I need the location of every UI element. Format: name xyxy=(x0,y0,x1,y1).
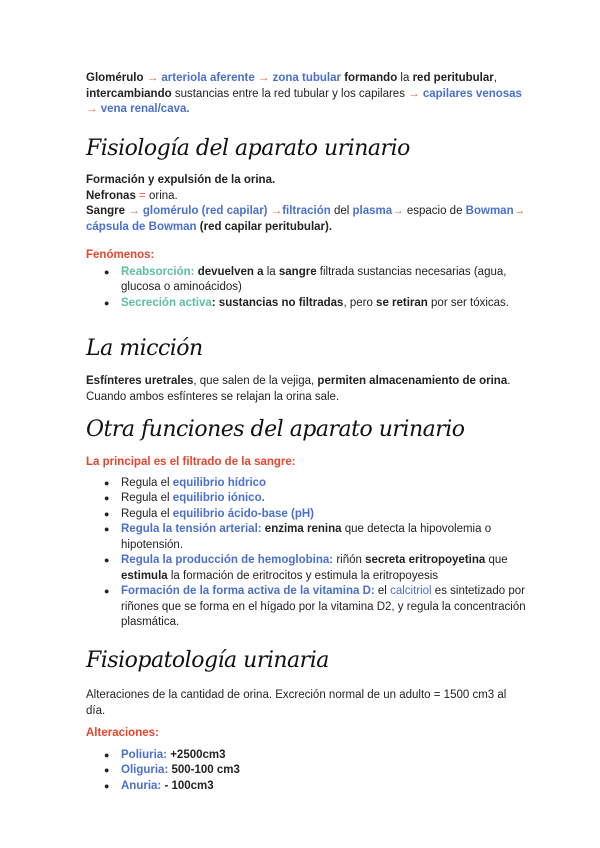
text: que xyxy=(485,554,508,566)
funciones-title: La principal es el filtrado de la sangre: xyxy=(86,456,296,468)
arrow: → xyxy=(86,103,101,115)
text: , pero xyxy=(343,296,377,309)
text: , que salen de la vejiga, xyxy=(193,375,318,387)
fenomenos-section xyxy=(86,248,526,311)
text: enzima renina xyxy=(261,523,342,535)
list-item-acido-base xyxy=(86,507,526,523)
heading-miccion: La micción xyxy=(86,336,203,361)
heading-fisiopatologia: Fisiopatología urinaria xyxy=(86,648,329,673)
term-reabsorcion: Reabsorción: xyxy=(121,265,195,278)
term-oliguria: Oliguria: xyxy=(121,764,169,776)
list-item-vitamina-d xyxy=(86,584,526,631)
text: sangre xyxy=(278,265,317,278)
term-glomerulo: Glomérulo xyxy=(86,72,144,84)
text: la xyxy=(397,72,413,84)
text: Cuando ambos esfínteres se relajan la orina sale. xyxy=(86,390,340,403)
term-esfinteres: Esfínteres uretrales xyxy=(86,375,194,387)
arrow: → xyxy=(267,205,283,217)
text: Alteraciones de la cantidad de orina. Excreción normal de un adulto = 1500 cm3 al día. xyxy=(86,689,507,717)
arrow: → xyxy=(408,87,423,100)
miccion-paragraph xyxy=(86,374,526,405)
text: del xyxy=(330,205,353,217)
text: la xyxy=(263,265,279,278)
term-acido-base: equilibrio ácido-base (pH) xyxy=(172,507,315,520)
term-capilares-venosas: capilares venosas xyxy=(422,87,522,100)
alteraciones-title: Alteraciones: xyxy=(86,727,159,739)
text: se retiran xyxy=(376,296,428,309)
text: Regula el xyxy=(121,507,173,520)
term-zona-tubular: zona tubular xyxy=(272,72,341,84)
heading-otras-funciones: Otra funciones del aparato urinario xyxy=(86,417,465,442)
term-poliuria: Poliuria: xyxy=(121,748,168,761)
term-arteriola: arteriola aferente xyxy=(161,72,255,84)
term-capsula-bowman: cápsula de Bowman xyxy=(86,220,197,233)
text-formacion: Formación y expulsión de la orina. xyxy=(86,174,276,186)
term-hidrico: equilibrio hídrico xyxy=(172,476,267,489)
text: que detecta la hipovolemia o hipotensión. xyxy=(121,523,492,551)
term-bowman: Bowman xyxy=(465,205,514,217)
term-hemoglobina: Regula la producción de hemoglobina: xyxy=(121,554,334,566)
text-intercambiando: intercambiando xyxy=(86,87,172,100)
text: , xyxy=(493,72,497,84)
text: es sintetizado por riñones que se forma en el hígado por la vitamina D2, y regula la concentración plasmática. xyxy=(121,585,526,628)
text: orina. xyxy=(148,189,178,202)
arrow: → xyxy=(143,72,162,84)
text: filtrada sustancias necesarias (agua, glucosa o aminoácidos) xyxy=(121,265,507,293)
text: - 100cm3 xyxy=(161,779,214,792)
text: secreta eritropoyetina xyxy=(365,554,486,566)
list-item-poliuria xyxy=(86,748,526,764)
term-calcitriol: calcitriol xyxy=(390,585,432,597)
term-red-peritubular: red peritubular xyxy=(412,72,494,84)
list-item-hidrico xyxy=(86,476,526,492)
term-anuria: Anuria: xyxy=(121,779,162,792)
text: Regula el xyxy=(121,492,173,504)
intro-paragraph xyxy=(86,71,526,118)
arrow: → xyxy=(254,72,273,84)
list-item-anuria xyxy=(86,779,526,795)
text: espacio de xyxy=(403,205,466,217)
text-permiten: permiten almacenamiento de orina xyxy=(317,375,508,387)
arrow: → xyxy=(125,205,143,217)
list-item-ionico xyxy=(86,491,526,507)
list-item-secrecion xyxy=(86,296,526,312)
term-filtracion: filtración xyxy=(282,205,331,217)
arrow: → xyxy=(392,205,404,217)
term-vena-renal: vena renal/cava. xyxy=(100,103,190,115)
heading-fisiologia: Fisiología del aparato urinario xyxy=(86,136,410,161)
text: Regula el xyxy=(121,476,173,489)
fenomenos-title: Fenómenos: xyxy=(86,249,155,261)
term-vitamina-d: Formación de la forma activa de la vitamina D: xyxy=(121,585,375,597)
term-tension: Regula la tensión arterial: xyxy=(121,523,262,535)
list-item-reabsorcion xyxy=(86,265,526,296)
text: devuelven a xyxy=(194,265,264,278)
funciones-list xyxy=(86,476,526,631)
text-red-capilar: (red capilar peritubular). xyxy=(196,220,333,233)
funciones-section xyxy=(86,455,526,631)
alteraciones-list xyxy=(86,748,526,795)
text: +2500cm3 xyxy=(167,748,226,761)
text: la formación de eritrocitos y estimula la eritropoyesis xyxy=(167,569,439,582)
text: por ser tóxicas. xyxy=(427,296,509,309)
text-formando: formando xyxy=(341,72,398,84)
list-item-tension xyxy=(86,522,526,553)
fenomenos-list xyxy=(86,265,526,312)
list-item-hemoglobina xyxy=(86,553,526,584)
term-plasma: plasma xyxy=(352,205,393,217)
text: estimula xyxy=(121,569,168,582)
fisiopatologia-section xyxy=(86,688,526,794)
fisiologia-paragraph xyxy=(86,173,526,235)
text: 500-100 cm3 xyxy=(168,764,240,776)
term-secrecion: Secreción activa xyxy=(121,296,212,309)
text: riñón xyxy=(333,554,366,566)
list-item-oliguria xyxy=(86,763,526,779)
text: . xyxy=(507,375,511,387)
equals: = xyxy=(135,189,149,202)
term-nefronas: Nefronas xyxy=(86,189,136,202)
text: : sustancias no filtradas xyxy=(211,296,344,309)
text: el xyxy=(374,585,391,597)
arrow: → xyxy=(513,205,526,217)
term-glomerulo-red: glomérulo (red capilar) xyxy=(142,205,268,217)
term-sangre: Sangre xyxy=(86,205,125,217)
text: sustancias entre la red tubular y los capilares xyxy=(171,87,409,100)
term-ionico: equilibrio iónico. xyxy=(172,492,265,504)
